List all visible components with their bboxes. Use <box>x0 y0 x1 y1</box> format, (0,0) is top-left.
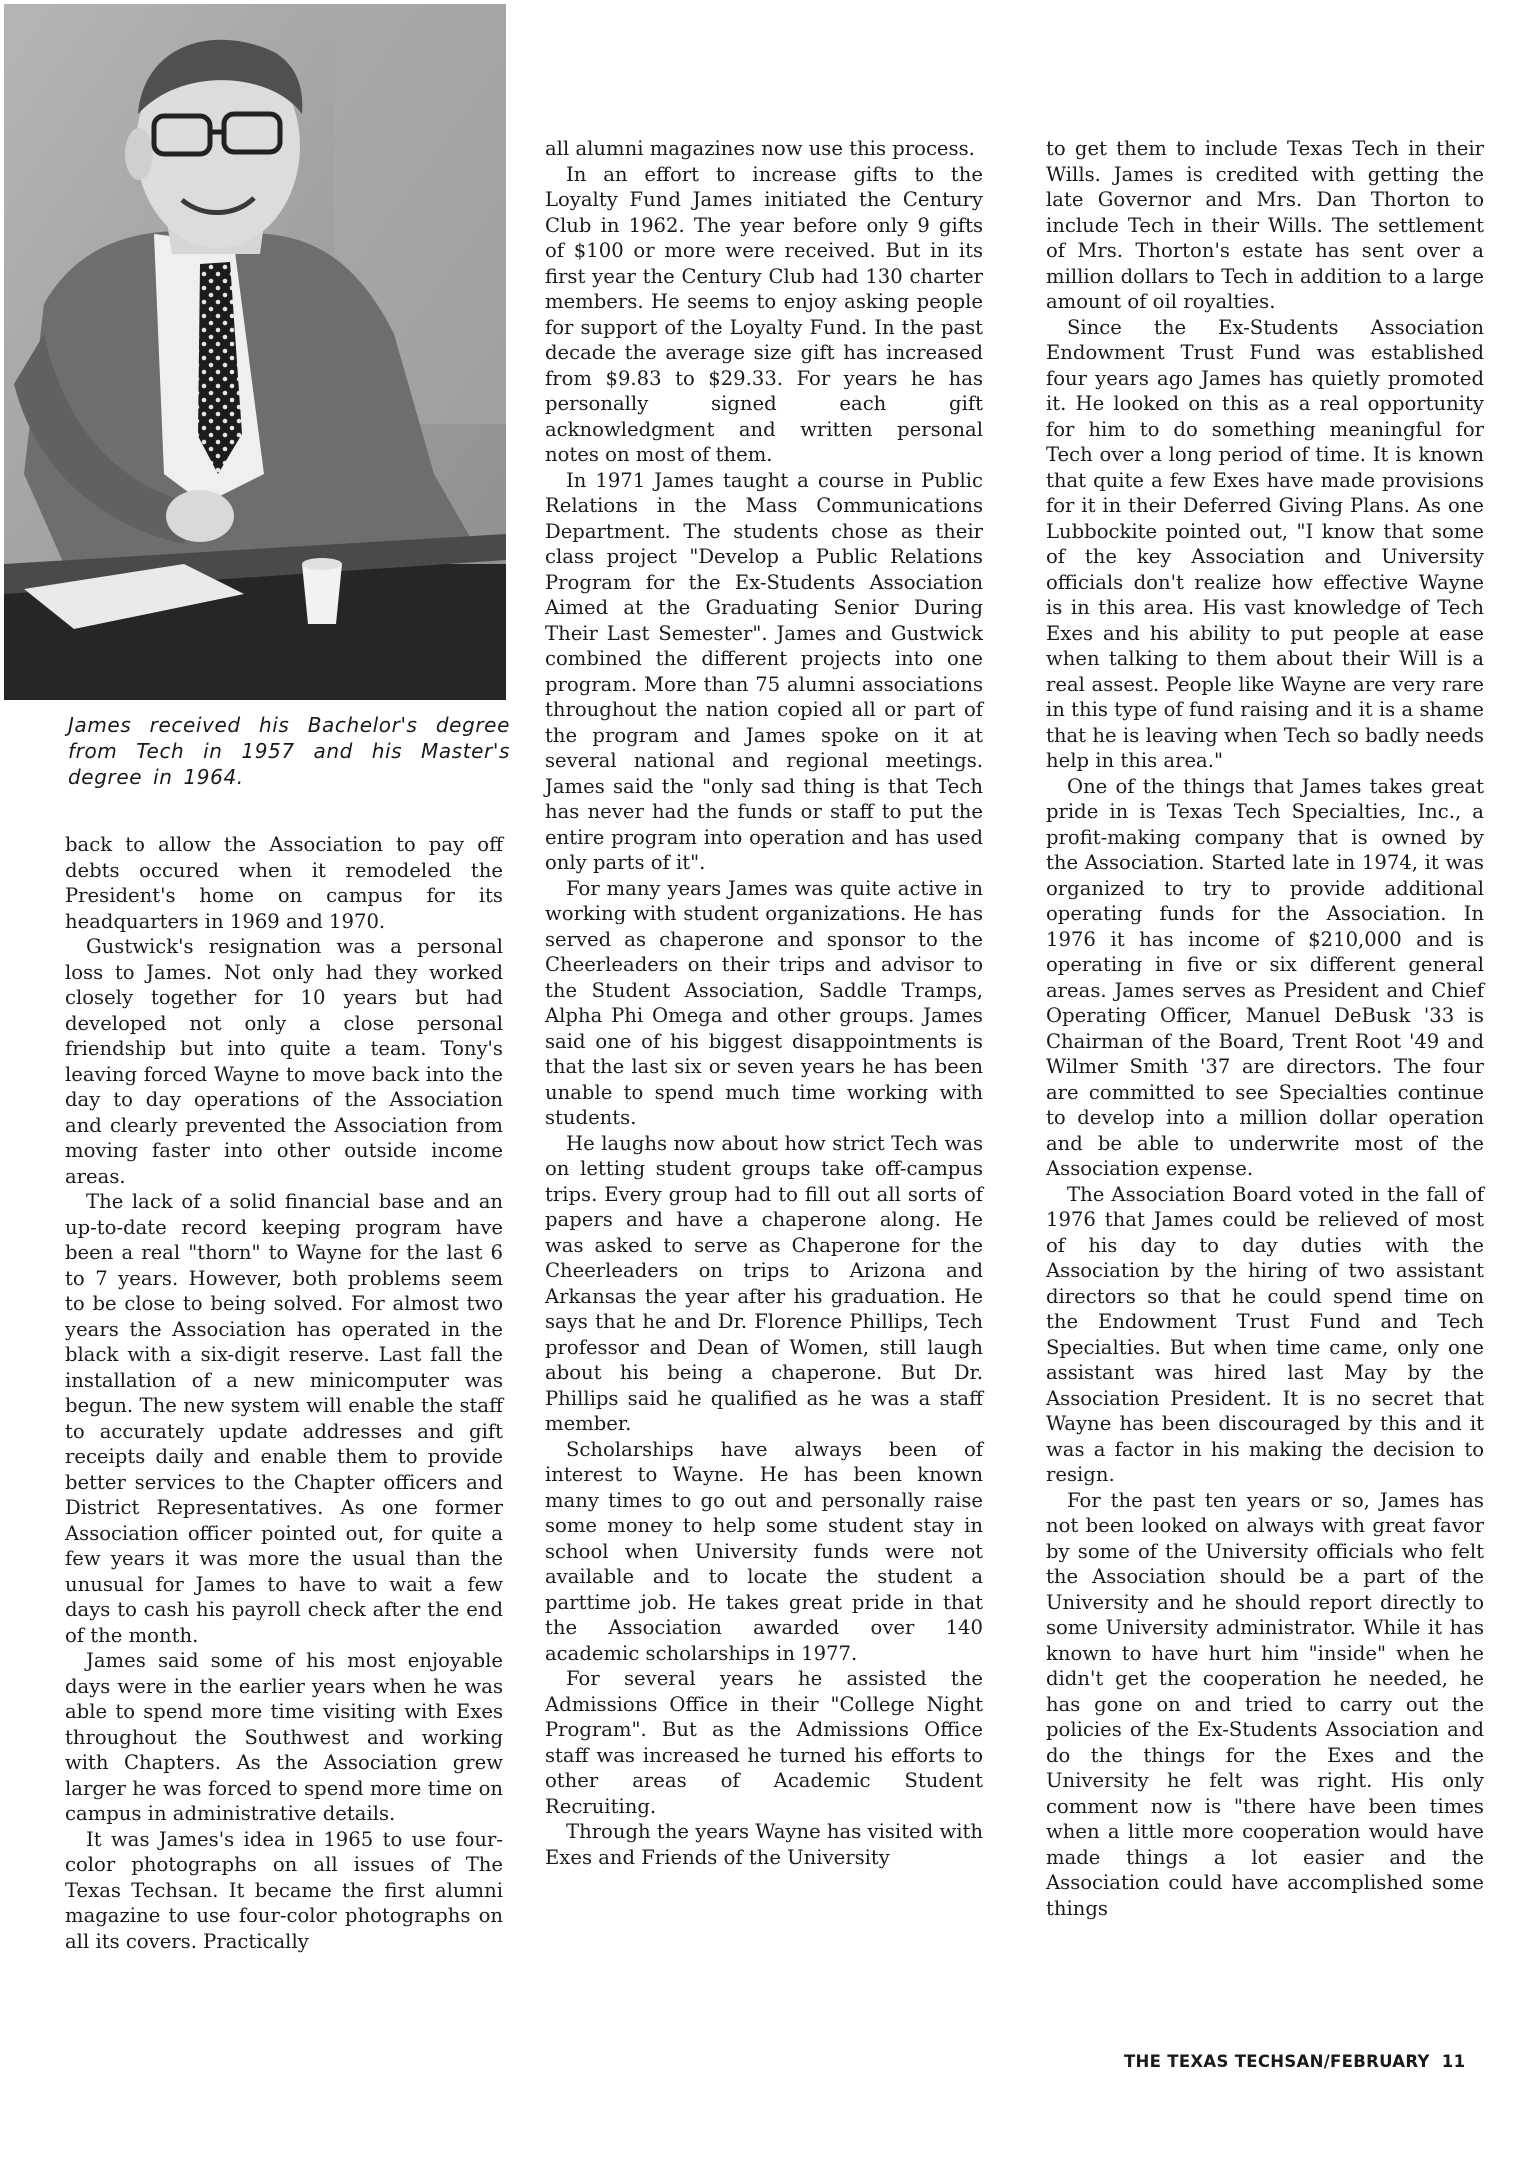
page-number: 11 <box>1441 2052 1466 2071</box>
article-paragraph: to get them to include Texas Tech in their Wills. James is credited with getting the late Governor and Mrs. Dan Thorton to include Tech in their Wills. The settlement of Mrs. Thorton's estate has sent over a million dollars to Tech in addition to a large amount of oil royalties. <box>1046 137 1484 313</box>
article-paragraph: For the past ten years or so, James has not been looked on always with great favor by some of the University officials who felt the Association should be a part of the University and he should report directly to some University administrator. While it has known to have hurt him "inside" when he didn't get the cooperation he needed, he has gone on and tried to carry out the policies of the Ex-Students Association and do the things for the Exes and the University he felt was right. His only comment now is "there have been times when a little more cooperation would have made things a lot easier and the Association could have accomplished some things <box>1046 1488 1484 1920</box>
article-paragraph: For several years he assisted the Admissions Office in their "College Night Program". But as the Admissions Office staff was increased he turned his efforts to other areas of Academic Student Recruiting. <box>545 1667 983 1818</box>
article-paragraph: Through the years Wayne has visited with Exes and Friends of the University <box>545 1820 983 1869</box>
article-paragraph: back to allow the Association to pay off debts occured when it remodeled the President's home on campus for its headquarters in 1969 and 1970. <box>65 833 503 933</box>
article-paragraph: all alumni magazines now use this process. <box>545 137 975 160</box>
article-paragraph: It was James's idea in 1965 to use four-color photographs on all issues of The Texas Techsan. It became the first alumni magazine to use four-color photographs on all its covers. Practically <box>65 1827 503 1953</box>
article-paragraph: The Association Board voted in the fall of 1976 that James could be relieved of most of his day to day duties with the Association by the hiring of two assistant directors so that he could spend time on the Endowment Trust Fund and Tech Specialties. But when time came, only one assistant was hired last May by the Association President. It is no secret that Wayne has been discouraged by this and it was a factor in his making the decision to resign. <box>1046 1182 1484 1486</box>
james-photo <box>4 4 506 700</box>
article-paragraph: Scholarships have always been of interest to Wayne. He has been known many times to go out and personally raise some money to help some student stay in school when University funds were not available and to locate the student a parttime job. He takes great pride in that the Association awarded over 140 academic scholarships in 1977. <box>545 1437 983 1665</box>
article-column-1 <box>65 832 503 2044</box>
article-paragraph: One of the things that James takes great pride in is Texas Tech Specialties, Inc., a profit-making company that is owned by the Association. Started late in 1974, it was organized to try to provide additional operating funds for the Association. In 1976 it has income of $210,000 and is operating in five or six different general areas. James serves as President and Chief Operating Officer, Manuel DeBusk '33 is Chairman of the Board, Trent Root '49 and Wilmer Smith '37 are directors. The four are committed to see Specialties continue to develop into a million dollar operation and be able to underwrite most of the Association expense. <box>1046 774 1484 1180</box>
article-column-2 <box>545 136 983 2044</box>
article-paragraph: In an effort to increase gifts to the Loyalty Fund James initiated the Century Club in 1962. The year before only 9 gifts of $100 or more were received. But in its first year the Century Club had 130 charter members. He seems to enjoy asking people for support of the Loyalty Fund. In the past decade the average size gift has increased from $9.83 to $29.33. For years he has personally signed each gift acknowledgment and written personal notes on most of them. <box>545 162 983 466</box>
article-paragraph: The lack of a solid financial base and an up-to-date record keeping program have been a real "thorn" to Wayne for the last 6 to 7 years. However, both problems seem to be close to being solved. For almost two years the Association has operated in the black with a six-digit reserve. Last fall the installation of a new minicomputer was begun. The new system will enable the staff to accurately update addresses and gift receipts daily and enable them to provide better services to the Chapter officers and District Representatives. As one former Association officer pointed out, for quite a few years it was more the usual than the unusual for James to have to wait a few days to cash his payroll check after the end of the month. <box>65 1190 503 1647</box>
article-column-3 <box>1046 136 1484 2044</box>
article-paragraph: In 1971 James taught a course in Public Relations in the Mass Communications Department. The students chose as their class project "Develop a Public Relations Program for the Ex-Students Association Aimed at the Graduating Senior During Their Last Semester". James and Gustwick combined the different projects into one program. More than 75 alumni associations throughout the nation copied all or part of the program and James spoke on it at several national and regional meetings. James said the "only sad thing is that Tech has never had the funds or staff to put the entire program into operation and has used only parts of it". <box>545 468 983 874</box>
article-paragraph: For many years James was quite active in working with student organizations. He has served as chaperone and sponsor to the Cheerleaders on their trips and advisor to the Student Association, Saddle Tramps, Alpha Phi Omega and other groups. James said one of his biggest disappointments is that the last six or seven years he has been unable to spend much time working with students. <box>545 876 983 1129</box>
publication-title: THE TEXAS TECHSAN/FEBRUARY <box>1124 2052 1430 2071</box>
page-footer <box>1124 2052 1465 2071</box>
photo-caption: James received his Bachelor's degree from Tech in 1957 and his Master's degree in 1964. <box>68 713 510 789</box>
article-paragraph: Since the Ex-Students Association Endowment Trust Fund was established four years ago James has quietly promoted it. He looked on this as a real opportunity for him to do something meaningful for Tech over a long period of time. It is known that quite a few Exes have made provisions for it in their Deferred Giving Plans. As one Lubbockite pointed out, "I know that some of the key Association and University officials don't realize how effective Wayne is in this area. His vast knowledge of Tech Exes and his ability to put people at ease when talking to them about their Will is a real assest. People like Wayne are very rare in this type of fund raising and it is a shame that he is leaving when Tech so badly needs help in this area." <box>1046 315 1484 772</box>
article-paragraph: Gustwick's resignation was a personal loss to James. Not only had they worked closely together for 10 years but had developed not only a close personal friendship but into quite a team. Tony's leaving forced Wayne to move back into the day to day operations of the Association and clearly prevented the Association from moving faster into other outside income areas. <box>65 935 503 1188</box>
article-paragraph: He laughs now about how strict Tech was on letting student groups take off-campus trips. Every group had to fill out all sorts of papers and have a chaperone along. He was asked to serve as Chaperone for the Cheerleaders on trips to Arizona and Arkansas the year after his graduation. He says that he and Dr. Florence Phillips, Tech professor and Dean of Women, still laugh about his being a chaperone. But Dr. Phillips said he qualified as he was a staff member. <box>545 1131 983 1435</box>
article-paragraph: James said some of his most enjoyable days were in the earlier years when he was able to spend more time visiting with Exes throughout the Southwest and working with Chapters. As the Association grew larger he was forced to spend more time on campus in administrative details. <box>65 1649 503 1825</box>
